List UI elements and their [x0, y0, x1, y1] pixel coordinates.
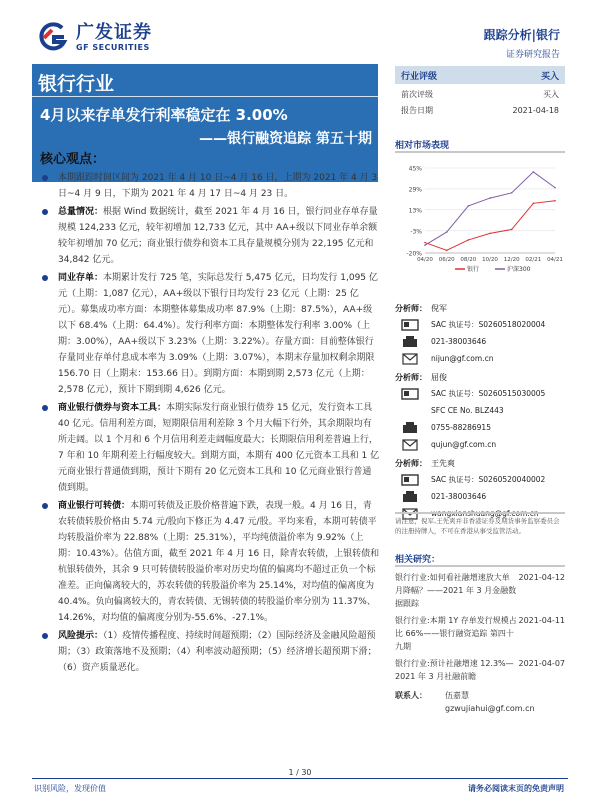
- bullet-ncd: 同业存单：本期累计发行 725 笔，实际总发行 5,475 亿元，日均发行 1,095 亿元（上期：1,087 亿元），AA+级以下银行日均发行 23 亿元（上期：25 亿元）。募集成功率方面：本期整体募集成功率 87.9%（上期：87.5%），AA+级以下 68.4%（上期：64.4%）。发行利率方面：本期整体发行利率 3.00%（上期：3.00%），AA+级以下 3.23%（上期：3.22%）。存量方面：目前整体银行存量同业存单付息成本率为 3.09%（上期：3.07%），本期末存量加权剩余期限 156.70 日（上期末：153.66 日）。到期方面：本期到期 2,573 亿元（上期：2,578 亿元），预计下期到期 4,626 亿元。: [40, 270, 380, 398]
- data-point: [446, 250, 448, 252]
- analyst-role: 分析师：: [395, 372, 427, 382]
- analyst-email-row: nijun@gf.com.cn: [395, 350, 565, 367]
- footer-rule: [32, 778, 568, 779]
- page-number: 1 / 30: [288, 768, 312, 777]
- y-tick-label: 45%: [408, 165, 422, 173]
- x-tick-label: 08/20: [460, 257, 477, 263]
- analyst-1: [395, 300, 565, 367]
- footer-slogan: 识别风险，发现价值: [34, 784, 106, 793]
- y-tick-label: 13%: [408, 207, 422, 215]
- prev-rating-row: 前次评级 买入: [401, 89, 559, 99]
- rating-details: [395, 86, 565, 118]
- data-point: [511, 229, 513, 231]
- analyst-name: 屈俊: [431, 372, 447, 382]
- analyst-role: 分析师：: [395, 303, 427, 313]
- relative-performance-chart: [395, 158, 565, 278]
- data-point: [468, 239, 470, 241]
- analyst-2: [395, 369, 565, 453]
- header-right: [484, 26, 560, 60]
- related-title: 相关研究：: [395, 555, 441, 565]
- analyst-cert-row: SAC 执证号：S0260515030005: [395, 385, 565, 402]
- analyst-phone-row: 021-38003646: [395, 488, 565, 505]
- report-sub: 证券研究报告: [505, 50, 560, 60]
- analyst-cert2-row: SFC CE No. BLZ443: [431, 406, 504, 415]
- certificate-icon: [395, 388, 425, 400]
- related-item[interactable]: 银行行业:本期 1Y 存单发行规模占比 66%——银行融资追踪 第四十九期 2021-04-11: [395, 616, 565, 651]
- legend-label: 银行: [467, 266, 480, 273]
- chart-svg: [395, 158, 565, 278]
- x-tick-label: 04/20: [417, 257, 433, 263]
- bullet-bonds: 商业银行债券与资本工具：本期实际发行商业银行债券 15 亿元，发行资本工具 40 亿元。信用利差方面，短期限信用利差除 3 个月大幅下行外，其余期限均有所走阔。以 1 个月和 6 个月信用利差走阔幅度最大；长期限信用利差普遍上行，7 年和 10 年期利差上行幅度较大。到期方面，本期有 400 亿元资本工具和 1 亿元商业银行普通债到期，预计下期有 20 亿元资本工具和 10 亿元商业银行普通债到期。: [40, 400, 380, 496]
- report-subtitle: ——银行融资追踪 第五十期: [199, 131, 372, 147]
- analyst-email-row: qujun@gf.com.cn: [395, 436, 565, 453]
- x-tick-label: 10/20: [482, 257, 498, 263]
- x-tick-label: 04/21: [547, 257, 563, 263]
- bullet-total: 总量情况：根据 Wind 数据统计，截至 2021 年 4 月 16 日，银行同业存单存量规模 124,233 亿元，较年初增加 12,733 亿元，其中 AA+级以下同业存单余额较年初增加 70 亿元；商业银行债券和资本工具存量规模分别为 22,195 亿元和 34,842 亿元。: [40, 204, 380, 268]
- y-tick-label: -3%: [410, 228, 422, 236]
- disclaimer-text: 请注意，倪军,王先爽并非香港证券及期货事务监察委员会的注册持牌人，不可在香港从事受监管活动。: [395, 517, 560, 535]
- data-point: [489, 197, 491, 199]
- rating-value: 买入: [540, 71, 559, 82]
- contact-row: 联系人： 伍嘉慧: [395, 691, 469, 700]
- analyst-role: 分析师：: [395, 458, 427, 468]
- analyst-cert-row: SAC 执证号：S0260518020004: [395, 316, 565, 333]
- data-point: [533, 171, 535, 173]
- y-tick-label: -20%: [406, 250, 422, 258]
- rating-label: 行业评级: [401, 71, 438, 82]
- series-line-bank: [425, 201, 555, 251]
- phone-icon: [395, 422, 425, 434]
- report-type: 跟踪分析|银行: [483, 28, 560, 42]
- email-icon: [395, 439, 425, 451]
- core-title: 核心观点：: [40, 152, 106, 167]
- bullet-risk: 风险提示：（1）疫情传播程度、持续时间超预期；（2）国际经济及金融风险超预期；（3）政策落地不及预期；（4）利率波动超预期；（5）经济增长超预期下滑；（6）资产质量恶化。: [40, 628, 380, 676]
- data-point: [424, 242, 426, 244]
- analyst-name: 王先爽: [431, 458, 455, 468]
- legend-label: 沪深300: [507, 266, 531, 273]
- data-point: [424, 244, 426, 246]
- contact-email: gzwujiahui@gf.com.cn: [445, 704, 535, 713]
- market-title: 相对市场表现: [395, 141, 450, 151]
- x-tick-label: 02/21: [525, 257, 542, 263]
- logo-cn: 广发证券: [76, 21, 152, 43]
- disclaimer-divider: [395, 512, 565, 514]
- y-tick-label: 29%: [408, 186, 422, 194]
- report-date-row: 报告日期 2021-04-18: [401, 105, 559, 115]
- related-divider: [395, 565, 565, 567]
- banner-divider: [32, 96, 378, 97]
- analyst-name: 倪军: [431, 303, 447, 313]
- email-icon: [395, 353, 425, 365]
- data-point: [446, 231, 448, 233]
- analyst-list: [395, 300, 565, 522]
- data-point: [468, 205, 470, 207]
- rating-header: [395, 66, 565, 84]
- industry-label: 银行行业: [38, 73, 115, 95]
- data-point: [511, 192, 513, 194]
- analyst-phone-row: 021-38003646: [395, 333, 565, 350]
- analyst-phone-row: 0755-88286915: [395, 419, 565, 436]
- related-item[interactable]: 银行行业:如何看社融增速放大单月降幅？——2021 年 3 月金融数据跟踪 2021-04-12: [395, 573, 565, 608]
- data-point: [554, 200, 556, 202]
- certificate-icon: [395, 319, 425, 331]
- analyst-cert-row: SAC 执证号：S0260520040002: [395, 471, 565, 488]
- bullet-convertible: 商业银行可转债：本期可转债及正股价格普遍下跌，表现一般。4 月 16 日，青农转债转股价格由 5.74 元/股向下修正为 4.47 元/股。平均来看，本期可转债平均转股溢价率为 22.88%（上期：25.31%），平均纯债溢价率为 9.92%（上期：10.43%）。估值方面，截至 2021 年 4 月 16 日，除青农转债，上银转债和杭银转债外，其余 9 只可转债转股溢价率对历史均值的偏离均不超过正负一个标准差。正向偏离较大的，苏农转债的转股溢价率为 25.14%，对均值的偏离度为 40.4%。负向偏离较大的，青农转债、无锡转债的转股溢价率分别为 11.37%、14.26%，对均值的偏离度分别为-55.6%、-27.1%。: [40, 498, 380, 626]
- x-tick-label: 12/20: [503, 257, 520, 263]
- logo-en: GF SECURITIES: [76, 42, 150, 52]
- footer-disclaimer: 请务必阅读末页的免责声明: [468, 784, 564, 793]
- market-divider: [395, 151, 565, 153]
- data-point: [489, 233, 491, 235]
- phone-icon: [395, 491, 425, 503]
- gf-logo-icon: [36, 22, 70, 52]
- related-list: [395, 571, 565, 715]
- phone-icon: [395, 336, 425, 348]
- certificate-icon: [395, 474, 425, 486]
- related-item[interactable]: 银行行业:预计社融增速 12.3%—2021 年 3 月社融前瞻 2021-04-07: [395, 659, 565, 681]
- core-body: [40, 170, 380, 678]
- gf-logo: [36, 22, 152, 52]
- data-point: [533, 203, 535, 205]
- report-title: 4月以来存单发行利率稳定在 3.00%: [40, 106, 288, 124]
- bullet-period: 本期跟踪时间区间为 2021 年 4 月 10 日~4 月 16 日，上期为 2021 年 4 月 3 日~4 月 9 日，下期为 2021 年 4 月 17 日~4 月 23 日。: [40, 170, 380, 202]
- data-point: [554, 187, 556, 189]
- x-tick-label: 06/20: [438, 257, 455, 263]
